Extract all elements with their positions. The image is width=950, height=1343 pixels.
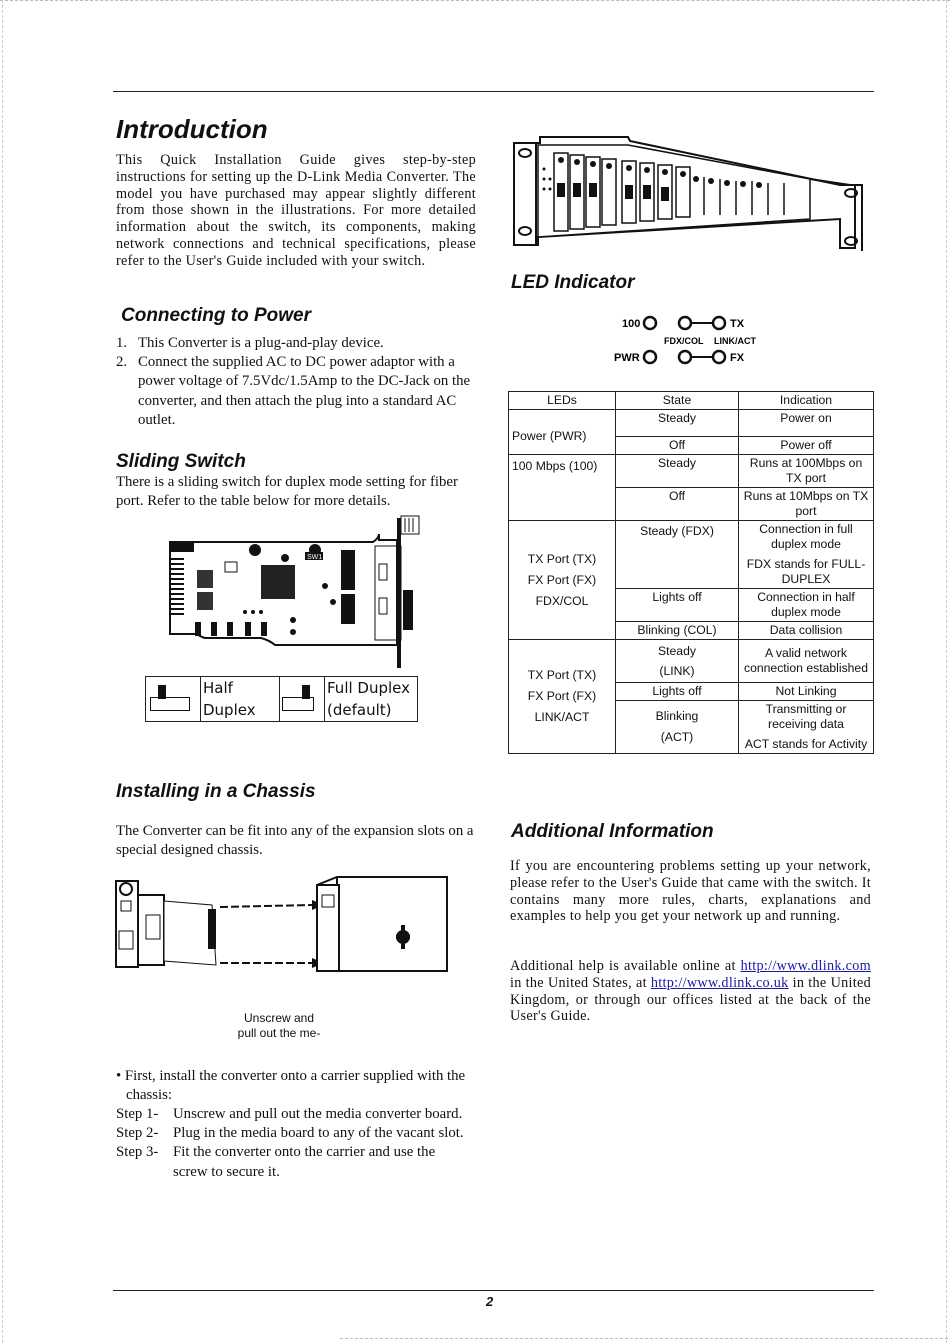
- additional-title: Additional Information: [511, 821, 714, 842]
- half-duplex-switch-cell: [146, 677, 201, 722]
- indication-cell: Runs at 10Mbps on TX port: [739, 488, 874, 521]
- led-link-act: TX Port (TX) FX Port (FX) LINK/ACT: [509, 640, 616, 754]
- state-cell: Off: [616, 437, 739, 455]
- indication-cell: Power off: [739, 437, 874, 455]
- half-duplex-slider-track: [150, 697, 190, 711]
- full-duplex-slider-knob: [302, 685, 310, 699]
- led-pwr-icon: [644, 351, 656, 363]
- indication-cell: Power on: [739, 410, 874, 437]
- full-duplex-label: Full Duplex (default): [325, 677, 418, 722]
- additional-help-text: Additional help is available online at http://www.dlink.com in the United States, at http://www.dlink.co.uk in the United Kingdom, or through our offices listed at the back of the User's Guide.: [510, 958, 871, 1025]
- table-header-row: [509, 392, 874, 410]
- dlink-uk-link[interactable]: http://www.dlink.co.uk: [650, 974, 789, 991]
- chassis-caption: Unscrew and pull out the me-: [237, 1011, 321, 1039]
- header-indication: Indication: [739, 392, 874, 410]
- led-power: Power (PWR): [509, 410, 616, 455]
- led-label-fdx: FDX/COL: [664, 336, 704, 346]
- page-border-right: [946, 0, 947, 1343]
- power-step: 2. Connect the supplied AC to DC power adaptor with a power voltage of 7.5Vdc/1.5Amp to the DC-Jack on the converter, and then attach the plug into a standard AC outlet.: [116, 354, 471, 428]
- half-duplex-slider-knob: [158, 685, 166, 699]
- power-step: 1. This Converter is a plug-and-play device.: [116, 335, 384, 351]
- additional-text: If you are encountering problems setting up your network, please refer to the User's Guide that came with the switch. It contains many more rules, charts, explanations and examples to help you get your network up and running.: [510, 858, 871, 925]
- table-row: [509, 410, 874, 437]
- led-label-link: LINK/ACT: [714, 336, 756, 346]
- led-tx-icon: [713, 317, 725, 329]
- state-cell: Steady (LINK): [616, 640, 739, 683]
- chassis-title: Installing in a Chassis: [116, 781, 316, 802]
- indication-cell: A valid network connection established: [739, 640, 874, 683]
- table-row: [509, 521, 874, 589]
- indication-cell: Transmitting or receiving data ACT stands for Activity: [739, 701, 874, 754]
- header-leds: LEDs: [509, 392, 616, 410]
- duplex-switch-table: [145, 676, 418, 722]
- chassis-step: Step 2- Plug in the media board to any of the vacant slot.: [116, 1125, 464, 1142]
- led-table: [508, 391, 874, 754]
- led-fdx-icon: [679, 317, 691, 329]
- led-100-icon: [644, 317, 656, 329]
- intro-title: Introduction: [116, 114, 268, 144]
- state-cell: Off: [616, 488, 739, 521]
- state-cell: Lights off: [616, 683, 739, 701]
- state-cell: Blinking (ACT): [616, 701, 739, 754]
- footer-rule: [113, 1290, 874, 1291]
- state-cell: Lights off: [616, 589, 739, 622]
- led-fdx-col: TX Port (TX) FX Port (FX) FDX/COL: [509, 521, 616, 640]
- power-steps: [116, 334, 476, 430]
- indication-cell: Data collision: [739, 622, 874, 640]
- page-number: 2: [486, 1294, 494, 1309]
- indication-cell: Runs at 100Mbps on TX port: [739, 455, 874, 488]
- power-title: Connecting to Power: [121, 305, 311, 326]
- dlink-us-link[interactable]: http://www.dlink.com: [740, 958, 871, 974]
- intro-text: This Quick Installation Guide gives step-by-step instructions for setting up the D-Link Media Converter. The model you have purchased may appear slightly different from those shown in the illustrations. For more detailed information about the switch, its components, making network connections and technical specifications, please refer to the User's Guide included with your switch.: [116, 152, 476, 269]
- header-state: State: [616, 392, 739, 410]
- state-cell: Steady (FDX): [616, 521, 739, 589]
- led-diagram: [612, 310, 772, 370]
- sw1-label: SW1: [307, 554, 323, 561]
- led-label-pwr: PWR: [614, 352, 640, 364]
- chassis-text: The Converter can be fit into any of the expansion slots on a special designed chassis.: [116, 823, 474, 859]
- chassis-steps: [116, 1105, 471, 1182]
- rack-chassis-illustration: [510, 133, 870, 257]
- indication-cell: Connection in full duplex mode FDX stands for FULL-DUPLEX: [739, 521, 874, 589]
- indication-cell: Connection in half duplex mode: [739, 589, 874, 622]
- led-link-icon: [679, 351, 691, 363]
- table-row: [509, 455, 874, 488]
- full-duplex-switch-cell: [280, 677, 325, 722]
- sliding-title: Sliding Switch: [116, 451, 246, 472]
- chassis-step: Step 1- Unscrew and pull out the media converter board.: [116, 1106, 463, 1122]
- led-title: LED Indicator: [511, 272, 635, 293]
- page-border-left: [2, 0, 3, 1343]
- led-label-100: 100: [622, 318, 641, 330]
- led-label-fx: FX: [730, 352, 745, 364]
- indication-cell: Not Linking: [739, 683, 874, 701]
- converter-board-illustration: [165, 510, 427, 670]
- page-border-top: [0, 0, 950, 1]
- chassis-step: Step 3- Fit the converter onto the carrier and use the screw to secure it.: [116, 1144, 436, 1180]
- chassis-bullet: • First, install the converter onto a carrier supplied with the chassis:: [116, 1068, 466, 1104]
- led-100mbps: 100 Mbps (100): [509, 455, 616, 521]
- state-cell: Steady: [616, 410, 739, 437]
- sliding-text: There is a sliding switch for duplex mode setting for fiber port. Refer to the table below for more details.: [116, 474, 458, 510]
- chassis-install-illustration: [112, 875, 452, 975]
- state-cell: Blinking (COL): [616, 622, 739, 640]
- header-rule: [113, 91, 874, 92]
- page-border-bottom: [340, 1338, 948, 1339]
- full-duplex-slider-track: [282, 697, 314, 711]
- table-row: [509, 640, 874, 683]
- led-fx-icon: [713, 351, 725, 363]
- led-label-tx: TX: [730, 318, 745, 330]
- half-duplex-label: Half Duplex: [201, 677, 280, 722]
- state-cell: Steady: [616, 455, 739, 488]
